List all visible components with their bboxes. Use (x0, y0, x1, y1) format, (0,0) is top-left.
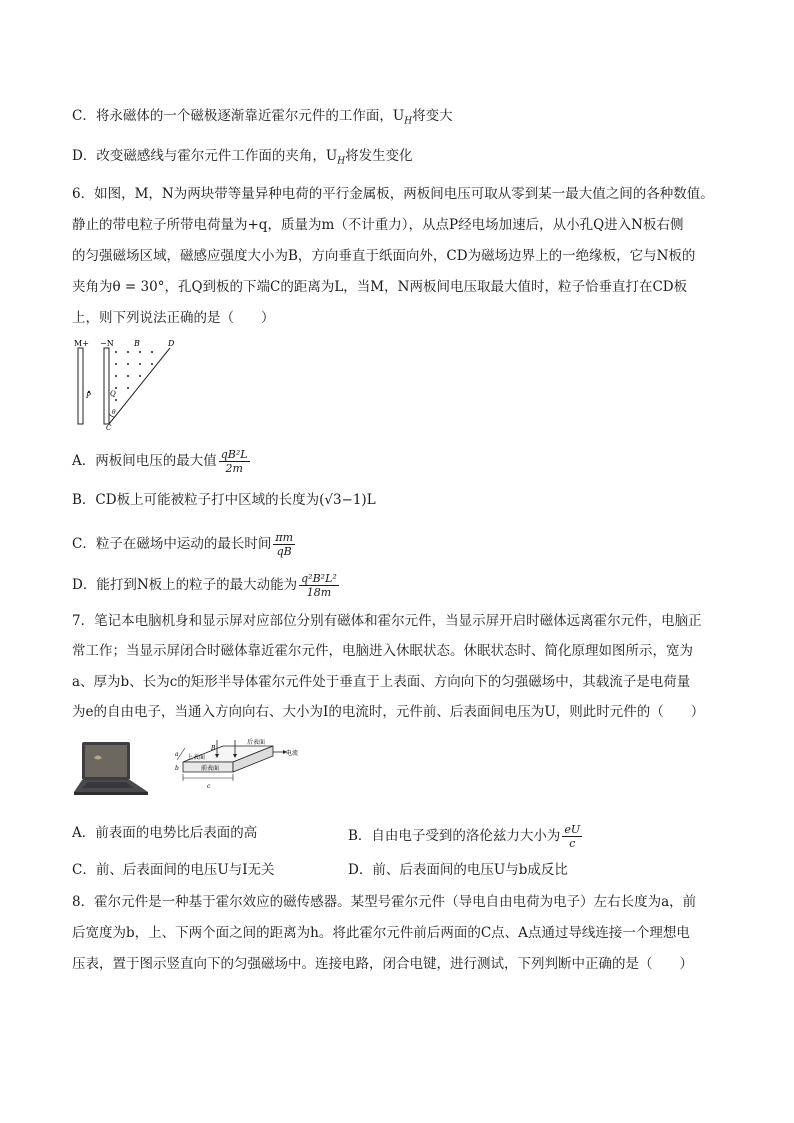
label-theta: θ (112, 409, 116, 416)
q7-option-b: B．自由电子受到的洛伦兹力大小为 $\frac{eU}{c}$ (348, 823, 581, 850)
q6-option-d: D．能打到N板上的粒子的最大动能为 $\frac{\text{q²B²L²}}{18m}$ (72, 572, 337, 599)
label-current: 电流 (286, 750, 299, 757)
q7-stem-line-3: a、厚为b、长为c的矩形半导体霍尔元件处于垂直于上表面、方向向下的匀强磁场中，其载流子是电荷量 (72, 674, 691, 690)
label-top-face: 上表面 (187, 754, 206, 761)
q5-option-c: C．将永磁体的一个磁极逐渐靠近霍尔元件的工作面，$U_H$将变大 (72, 108, 453, 127)
label-d: D (168, 339, 175, 348)
q8-stem-line-1: 8．霍尔元件是一种基于霍尔效应的磁传感器。某型号霍尔元件（导电自由电荷为电子）左右长度为a，前 (72, 894, 697, 910)
q8-stem-line-3: 压表，置于图示竖直向下的匀强磁场中。连接电路，闭合电键，进行测试，下列判断中正确的是（ ） (72, 956, 693, 972)
label-m: M+ (74, 339, 89, 348)
q6-option-b: B．CD板上可能被粒子打中区域的长度为(√3−1)L (72, 492, 376, 508)
plate-n (104, 348, 109, 424)
q7-stem-line-4: 为e的自由电子，当通入方向向右、大小为I的电流时，元件前、后表面间电压为U，则此时元件的（ ） (72, 704, 705, 720)
q6-stem-line-5: 上，则下列说法正确的是（ ） (72, 310, 275, 326)
label-c: c (207, 783, 211, 790)
label-q: Q (110, 390, 116, 398)
label-a: a (175, 751, 179, 758)
label-b-field: B (211, 745, 216, 752)
q6-stem-line-1: 6．如图，M，N为两块带等量异种电荷的平行金属板，两板间电压可取从零到某一最大值之间的各种数值。 (72, 186, 714, 202)
q5-option-d: D．改变磁感线与霍尔元件工作面的夹角，$U_H$将发生变化 (72, 148, 413, 167)
q7-option-d: D．前、后表面间的电压U与b成反比 (348, 862, 568, 878)
label-n: −N (100, 339, 114, 348)
q7-hall-figure (155, 738, 305, 802)
board-cd (109, 348, 170, 424)
label-c: C (106, 424, 112, 430)
q6-stem-line-3: 的匀强磁场区域，磁感应强度大小为B，方向垂直于纸面向外，CD为磁场边界上的一绝缘板，它与N板的 (72, 248, 696, 264)
plate-m (78, 348, 83, 424)
label-b: B (134, 339, 140, 348)
q8-stem-line-2: 后宽度为b，上、下两个面之间的距离为h。将此霍尔元件前后两面的C点、A点通过导线连接一个理想电 (72, 925, 690, 941)
q7-stem-line-1: 7．笔记本电脑机身和显示屏对应部位分别有磁体和霍尔元件，当显示屏开启时磁体远离霍尔元件，电脑正 (72, 613, 702, 629)
laptop-image (72, 740, 150, 798)
label-p: P (86, 392, 91, 400)
q6-stem-line-2: 静止的带电粒子所带电荷量为+q，质量为m（不计重力），从点P经电场加速后，从小孔Q进入N板右侧 (72, 217, 684, 233)
q6-stem-line-4: 夹角为θ = 30°，孔Q到板的下端C的距离为L，当M，N两板间电压取最大值时，粒子恰垂直打在CD板 (72, 279, 688, 295)
q7-option-c: C．前、后表面间的电压U与I无关 (72, 862, 275, 878)
label-front-face: 前表面 (201, 765, 220, 772)
q6-option-a: A．两板间电压的最大值 $\frac{\text{qB²L}}{2m}$ (72, 448, 248, 475)
q6-figure (72, 338, 182, 430)
label-back-face: 后表面 (247, 739, 266, 746)
q6-option-c: C．粒子在磁场中运动的最长时间 $\frac{\pi m}{qB}$ (72, 531, 294, 558)
q7-option-a: A．前表面的电势比后表面的高 (72, 825, 258, 841)
q7-stem-line-2: 常工作；当显示屏闭合时磁体靠近霍尔元件，电脑进入休眠状态。休眠状态时、简化原理如图所示，宽为 (72, 643, 693, 659)
label-b: b (175, 765, 179, 772)
